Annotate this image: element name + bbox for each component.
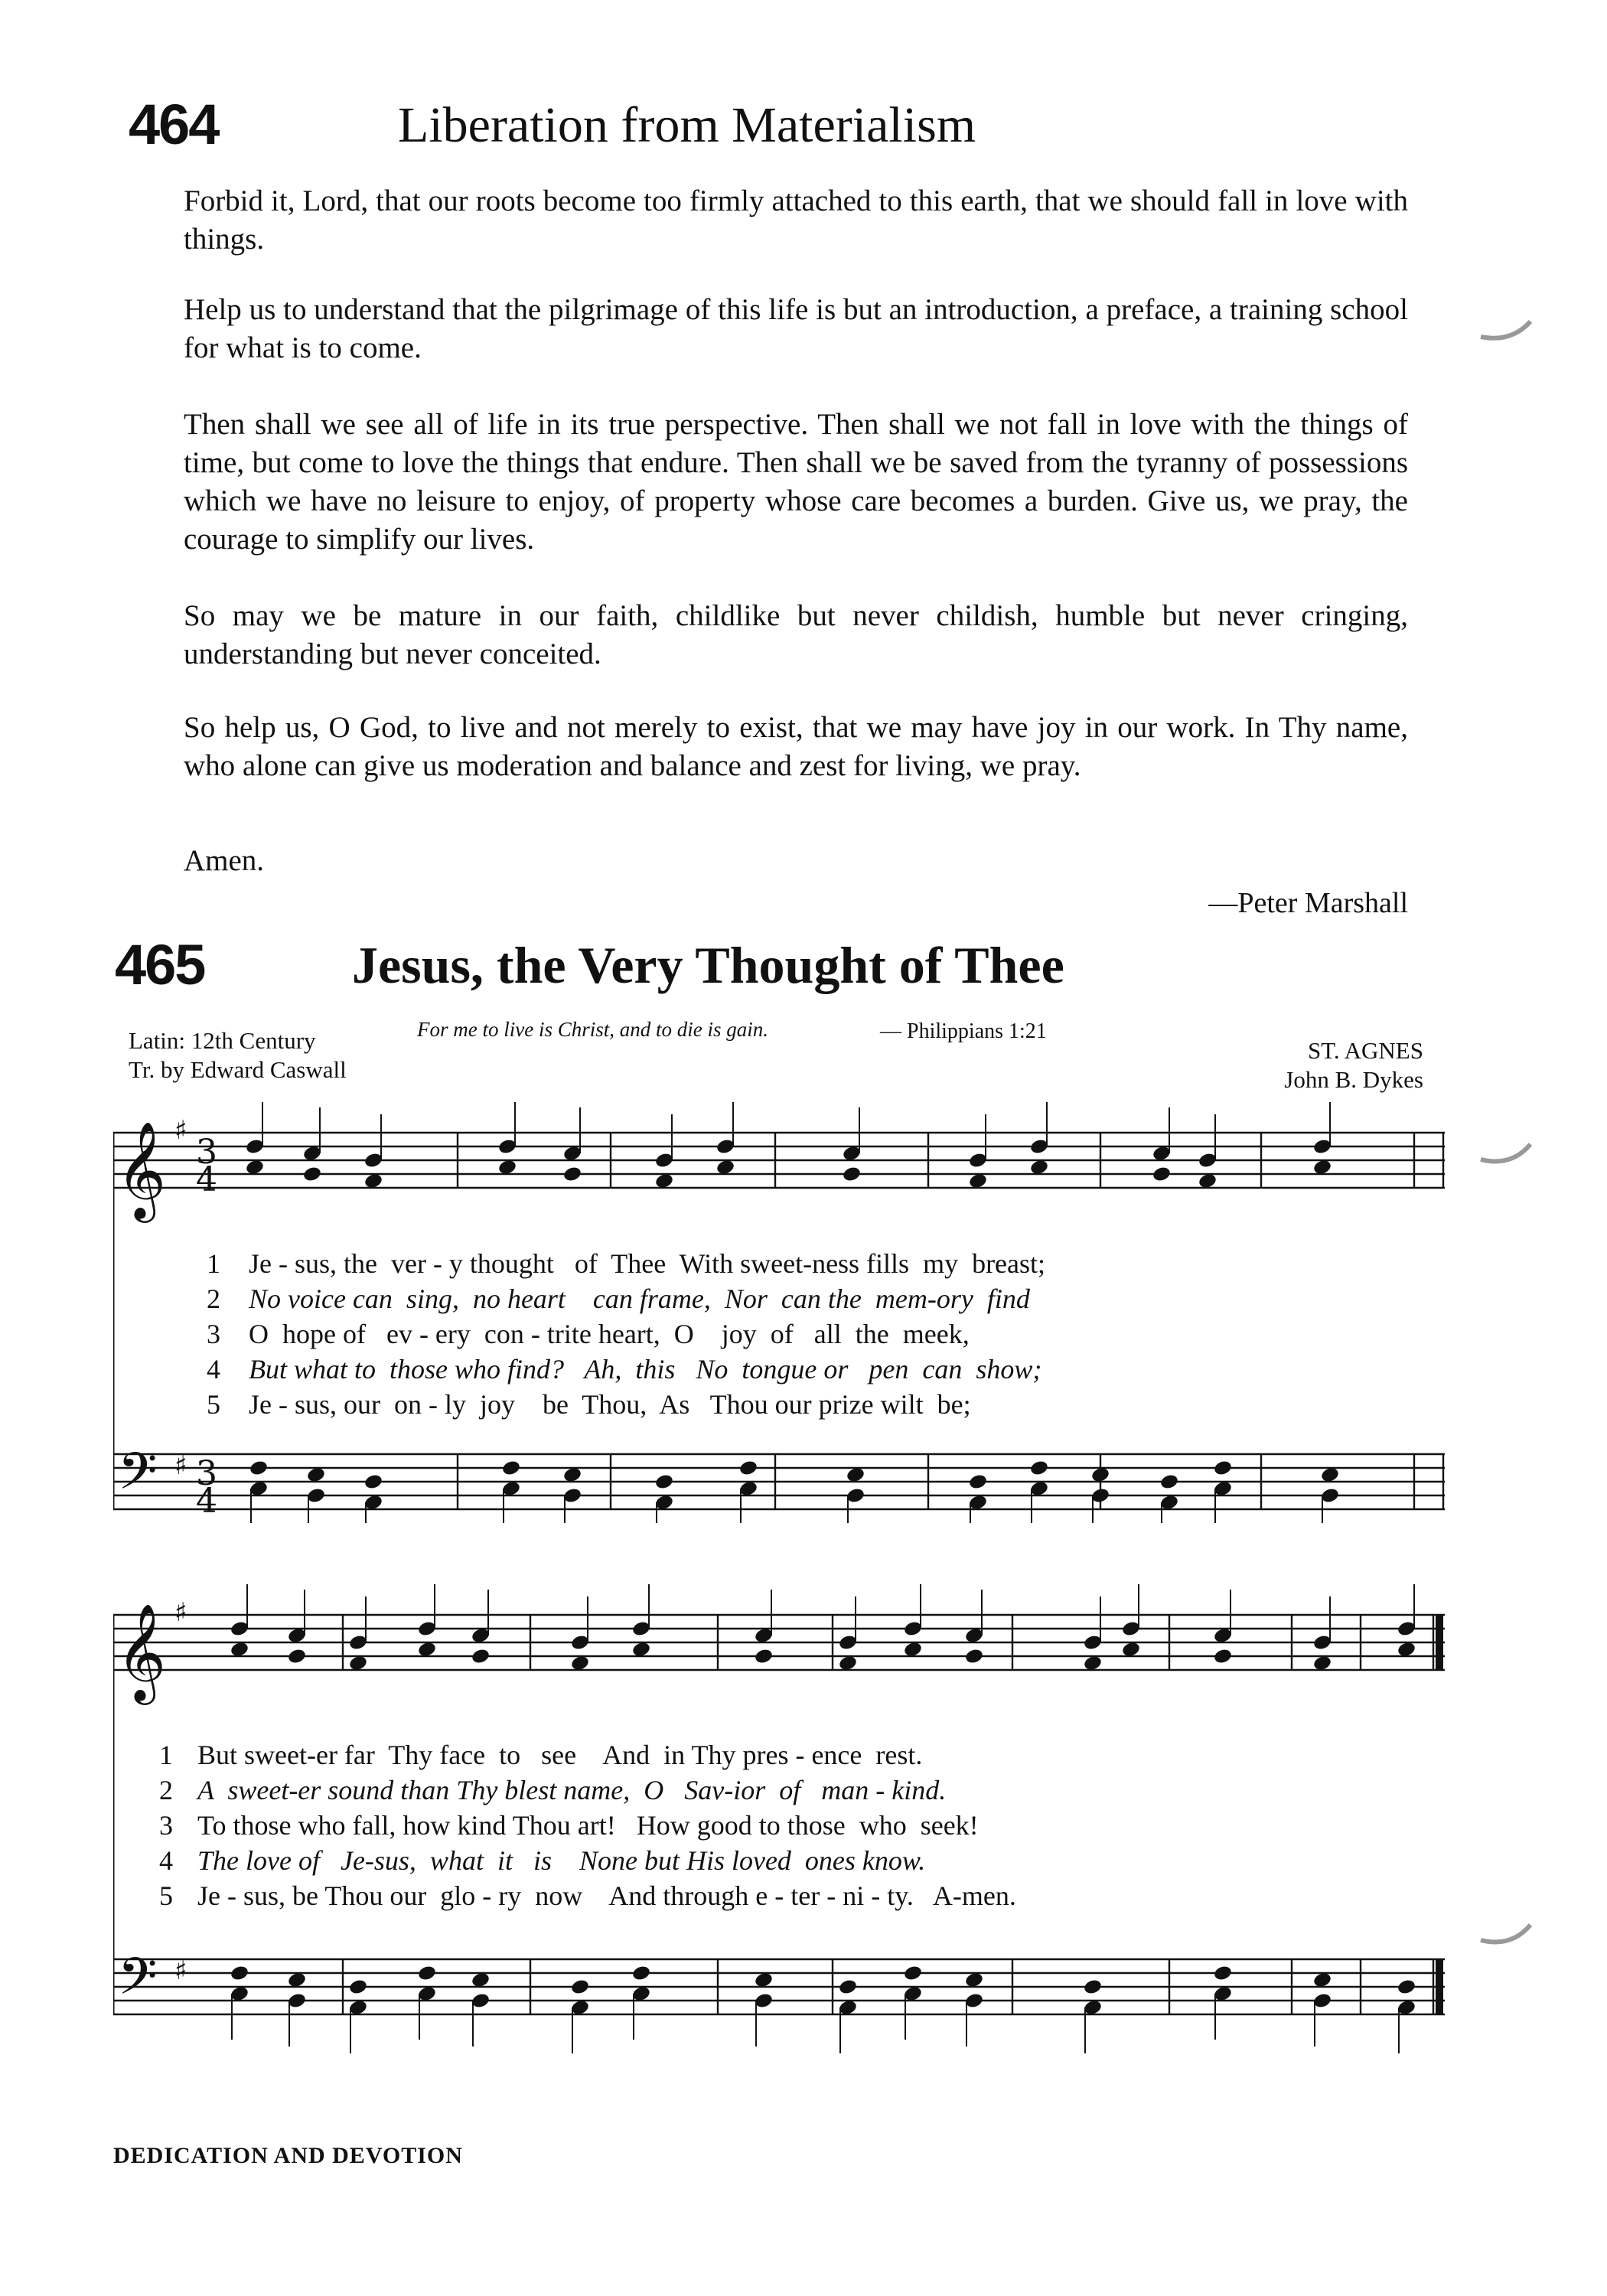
note-head: [501, 1459, 521, 1477]
note-head: [348, 1978, 368, 1996]
reading-number: 464: [129, 93, 219, 156]
time-signature-icon: 4: [196, 1482, 217, 1521]
reading-paragraph-4: So may we be mature in our faith, childlike but never childish, humble but never cringing, understanding but never conceited.: [184, 599, 1408, 670]
verse-number: 2: [159, 1775, 173, 1805]
reading-paragraph-5: So help us, O God, to live and not merely to exist, that we may have joy in our work. In Thy name, who alone can give us moderation and balance and zest for living, we pray.: [184, 711, 1408, 782]
note-head: [964, 1648, 984, 1665]
note-head: [631, 1965, 651, 1982]
note-head: [230, 1965, 249, 1982]
note-head: [654, 1473, 674, 1491]
final-barline: [1436, 1959, 1443, 2014]
section-footer: DEDICATION AND DEVOTION: [113, 2143, 463, 2168]
verse-number: 3: [159, 1810, 173, 1841]
verse-number: 3: [207, 1319, 220, 1349]
note-head: [570, 1978, 590, 1996]
note-head: [1029, 1459, 1049, 1477]
note-head: [417, 1965, 437, 1982]
page-tab-mark: [1477, 1133, 1538, 1179]
note-head: [1397, 1978, 1416, 1996]
verse-number: 1: [159, 1740, 173, 1770]
note-head: [302, 1166, 322, 1183]
lyric-line: O hope of ev - ery con - trite heart, O joy of all the meek,: [249, 1319, 970, 1349]
note-head: [903, 1965, 923, 1982]
verse-number: 2: [207, 1283, 220, 1314]
sharp-icon: ♯: [174, 1955, 187, 1986]
lyric-line: No voice can sing, no heart can frame, Nor can the mem-ory find: [249, 1283, 1030, 1314]
lyrics-part1: [249, 1246, 1045, 1422]
note-head: [287, 1648, 307, 1665]
reading-author: —Peter Marshall: [1208, 887, 1408, 919]
note-head: [249, 1459, 269, 1477]
note-head: [1213, 1459, 1233, 1477]
note-head: [471, 1648, 491, 1665]
lyrics-part2: [197, 1737, 1016, 1913]
final-barline: [1436, 1615, 1443, 1670]
hymn-number: 465: [115, 933, 205, 996]
reading-paragraph-2: Help us to understand that the pilgrimage of this life is but an introduction, a preface, a training school for what is to come.: [184, 293, 1408, 364]
reading-paragraph-1: Forbid it, Lord, that our roots become too firmly attached to this earth, that we should fall in love with things.: [184, 184, 1408, 256]
note-head: [968, 1473, 988, 1491]
verse-number: 1: [207, 1248, 220, 1279]
note-head: [1083, 1978, 1103, 1996]
note-head: [1213, 1965, 1233, 1982]
note-head: [738, 1459, 758, 1477]
lyric-line: But sweet-er far Thy face to see And in Thy pres - ence rest.: [197, 1740, 923, 1770]
verse-number: 5: [159, 1880, 173, 1911]
lyric-line: But what to those who find? Ah, this No tongue or pen can show;: [249, 1354, 1042, 1384]
page-tab-mark: [1477, 1913, 1538, 1959]
sharp-icon: ♯: [174, 1115, 187, 1146]
translator: Tr. by Edward Caswall: [129, 1056, 347, 1083]
epigraph-reference: — Philippians 1:21: [880, 1019, 1047, 1043]
lyric-line: Je - sus, the ver - y thought of Thee With sweet-ness fills my breast;: [249, 1248, 1046, 1279]
verse-numbers-part2: [159, 1737, 173, 1913]
lyric-line: To those who fall, how kind Thou art! How good to those who seek!: [197, 1810, 979, 1841]
treble-clef-icon: 𝄞: [116, 1120, 167, 1218]
note-head: [562, 1166, 582, 1183]
lyric-line: The love of Je-sus, what it is None but His loved ones know.: [197, 1845, 926, 1876]
verse-number: 5: [207, 1389, 220, 1420]
epigraph: For me to live is Christ, and to die is gain.: [417, 1018, 768, 1041]
hymn-title: Jesus, the Very Thought of Thee: [352, 936, 1064, 994]
composer: John B. Dykes: [1284, 1066, 1423, 1093]
time-signature-icon: 3: [196, 1454, 217, 1493]
sharp-icon: ♯: [174, 1597, 187, 1628]
reading-paragraph-3: Then shall we see all of life in its true perspective. Then shall we not fall in love with the things of time, but come to love the things that endure. Then shall we be saved from the tyranny of possessions which we have no leisure to enjoy, of property whose care becomes a burden. Give us, we pray, the courage to simplify our lives.: [184, 408, 1408, 556]
note-head: [838, 1978, 858, 1996]
tune-name: ST. AGNES: [1307, 1037, 1423, 1064]
time-signature-icon: 3: [196, 1133, 217, 1172]
note-head: [842, 1166, 862, 1183]
note-head: [1213, 1648, 1233, 1665]
lyric-line: Je - sus, our on - ly joy be Thou, As Thou our prize wilt be;: [249, 1389, 971, 1420]
sharp-icon: ♯: [174, 1450, 187, 1481]
verse-number: 4: [159, 1845, 173, 1876]
note-head: [1152, 1166, 1172, 1183]
lyric-line: Je - sus, be Thou our glo - ry now And through e - ter - ni - ty. A-men.: [197, 1880, 1016, 1911]
note-head: [1159, 1473, 1179, 1491]
time-signature-icon: 4: [196, 1160, 217, 1199]
reading-amen: Amen.: [184, 844, 265, 877]
verse-numbers-part1: [207, 1246, 220, 1422]
bass-clef-icon: 𝄢: [118, 1947, 158, 2018]
treble-clef-icon: 𝄞: [116, 1603, 167, 1701]
note-head: [754, 1648, 774, 1665]
note-head: [363, 1473, 383, 1491]
lyric-line: A sweet-er sound than Thy blest name, O Sav-ior of man - kind.: [197, 1775, 947, 1805]
reading-title: Liberation from Materialism: [398, 97, 976, 153]
page-tab-mark: [1477, 306, 1538, 352]
text-source: Latin: 12th Century: [129, 1027, 316, 1054]
verse-number: 4: [207, 1354, 220, 1384]
bass-clef-icon: 𝄢: [118, 1442, 158, 1513]
